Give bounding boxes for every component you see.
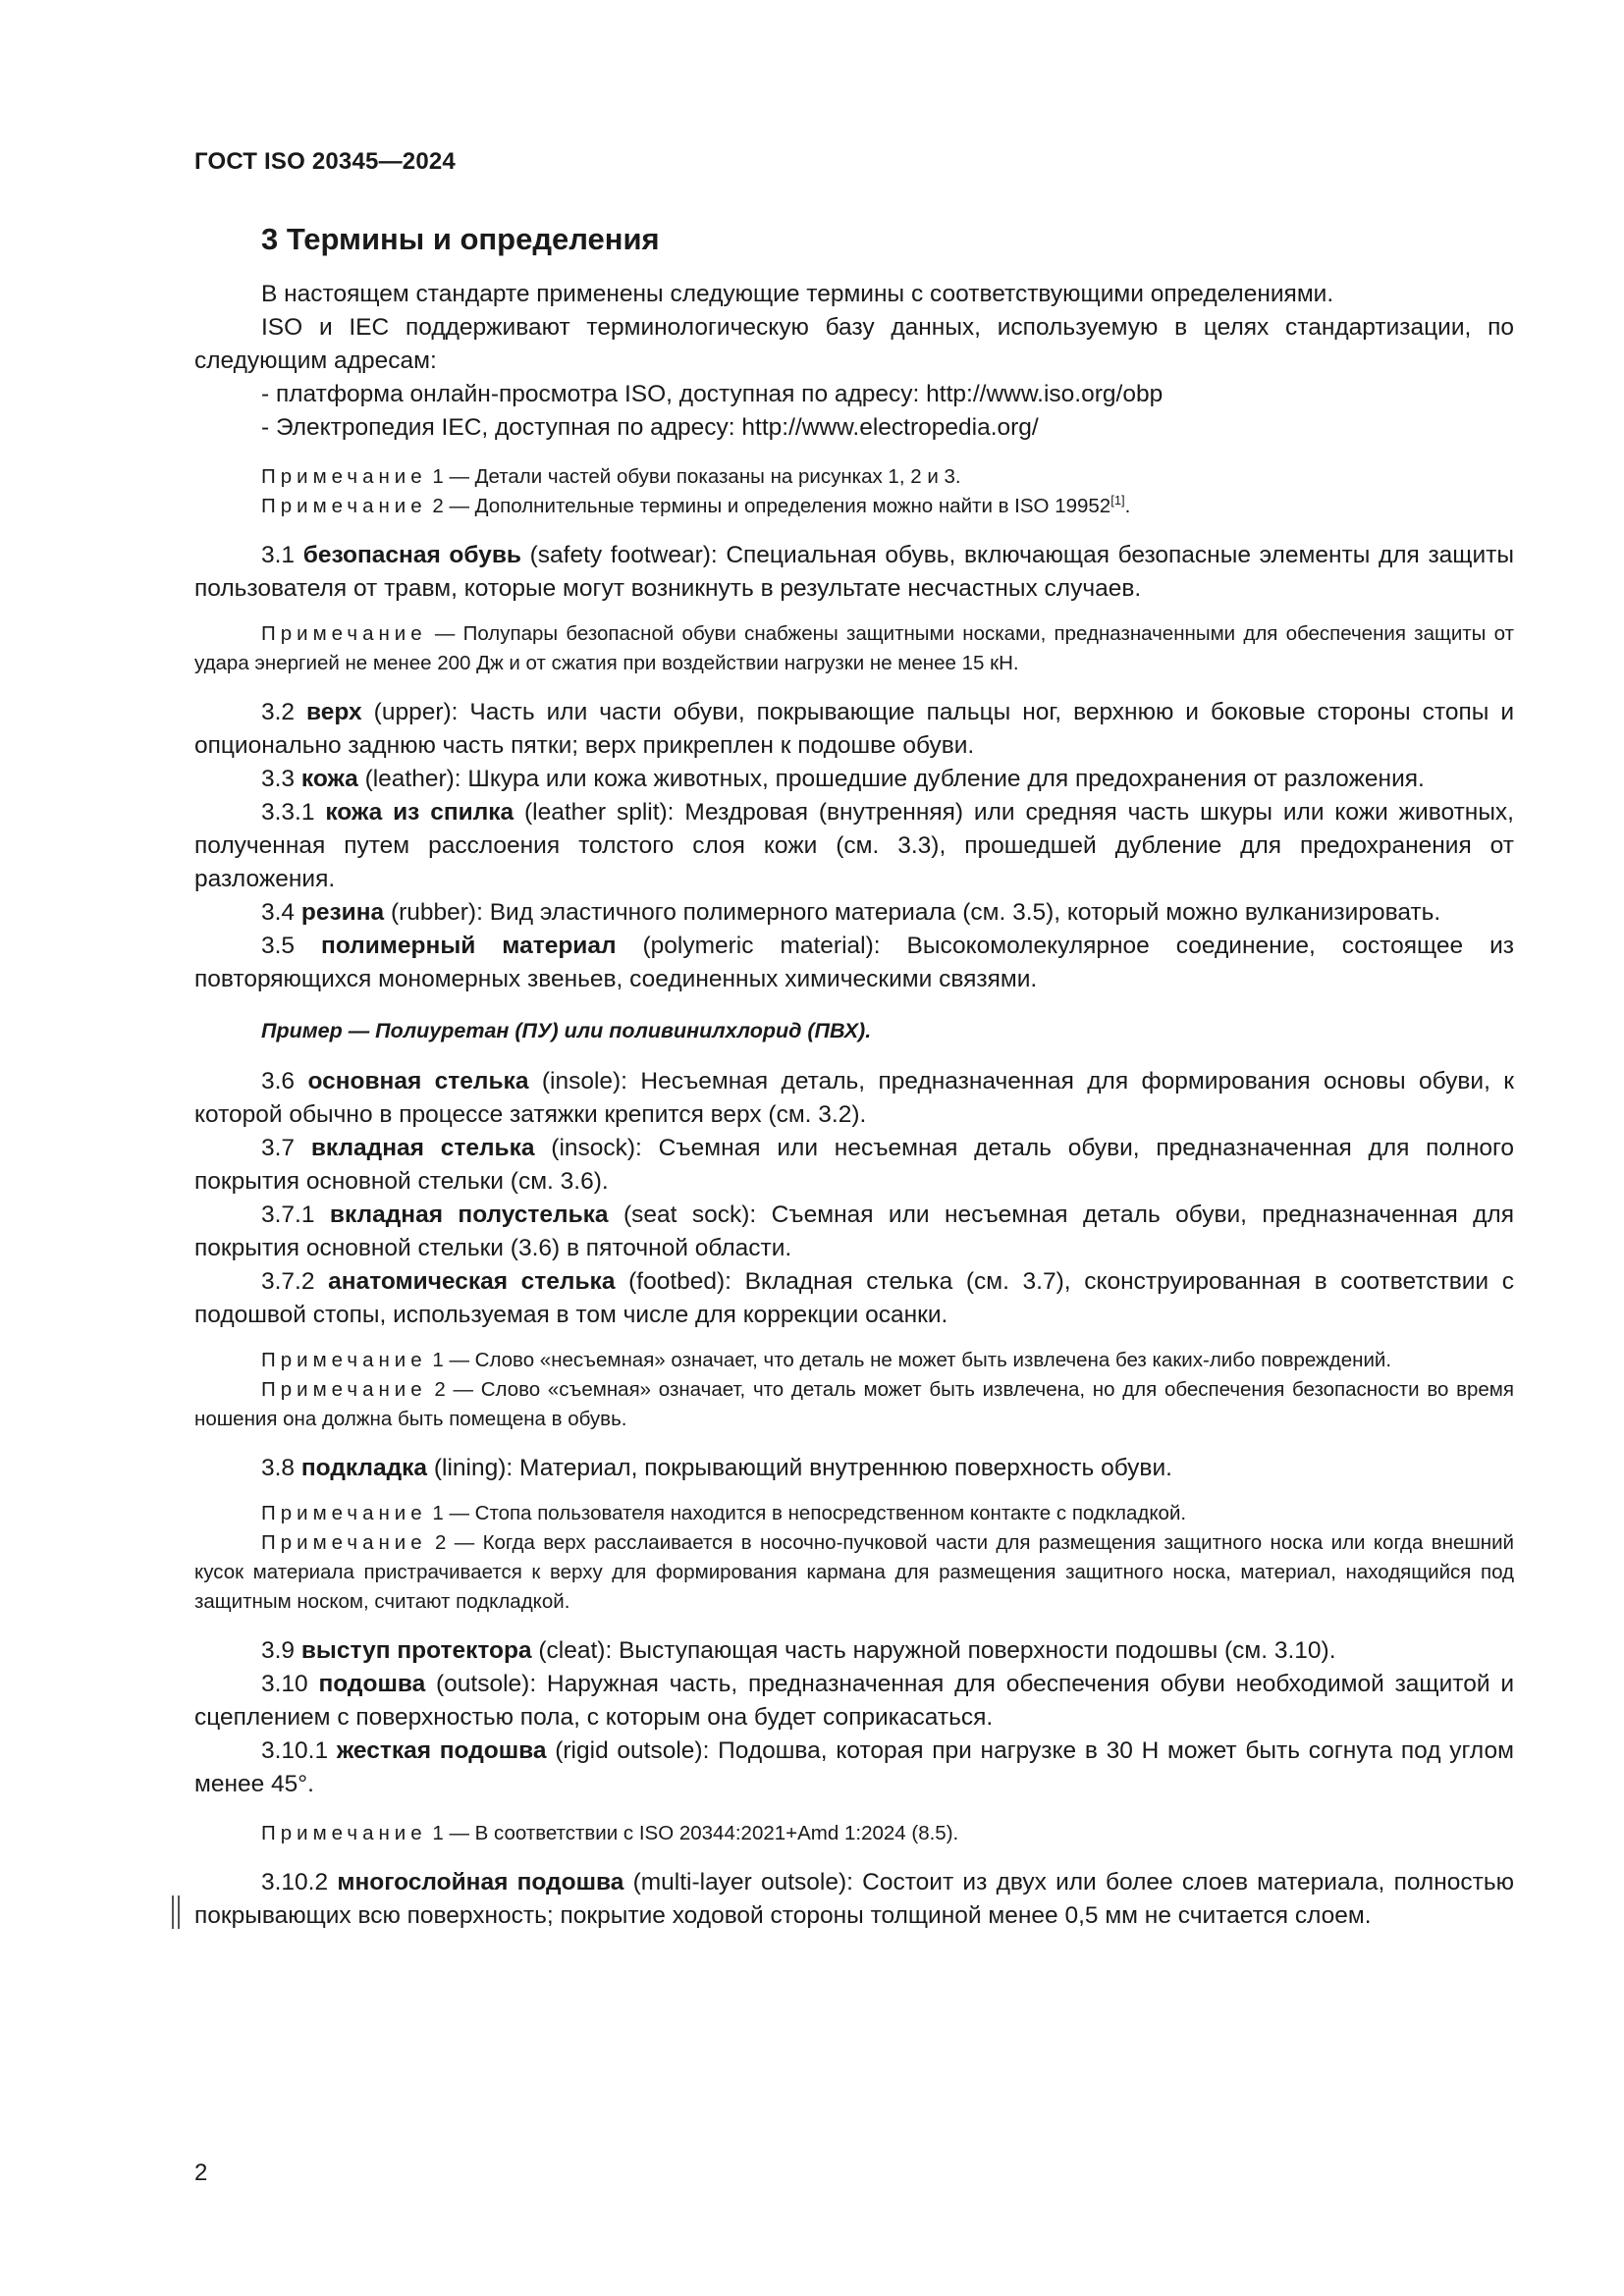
- term-3-8: 3.8 подкладка (lining): Материал, покрывающий внутреннюю поверхность обуви.: [261, 1455, 1172, 1481]
- note: [194, 1528, 1514, 1617]
- term-name: подкладка: [300, 1455, 428, 1481]
- note: [194, 1375, 1514, 1434]
- change-bar-marker: [172, 1896, 180, 1929]
- term-name: основная стелька: [307, 1068, 529, 1095]
- note-text: 1 — Слово «несъемная» означает, что деталь не может быть извлечена без каких-либо повреждений.: [426, 1349, 1392, 1371]
- term-name: верх: [306, 699, 362, 725]
- term-3-3-1: 3.3.1 кожа из спилка (leather split): Мездровая (внутренняя) или средняя часть шкуры или кожи животных, полученная путем расслоения толстого слоя кожи (см. 3.3), прошедшей дубление для предохранения от разложения.: [194, 799, 1514, 892]
- section-title: 3 Термины и определения: [261, 222, 660, 256]
- note-text: 1 — Детали частей обуви показаны на рисунках 1, 2 и 3.: [426, 465, 961, 488]
- page-content: [194, 221, 1514, 1933]
- note: [194, 1819, 1514, 1848]
- term-name: подошва: [318, 1671, 426, 1697]
- term-3-1: 3.1 безопасная обувь (safety footwear): Специальная обувь, включающая безопасные элементы для защиты пользователя от травм, которые могут возникнуть в результате несчастных случаев.: [194, 542, 1514, 602]
- term-name: кожа: [300, 766, 358, 792]
- note-label: Примечание: [261, 1502, 427, 1524]
- note-text: — Полупары безопасной обуви снабжены защитными носками, предназначенными для обеспечения защиты от удара энергией не менее 200 Дж и от сжатия при воздействии нагрузки не менее 15 кН.: [194, 622, 1514, 674]
- note-label: Примечание: [261, 495, 427, 517]
- note-text: .: [1124, 495, 1131, 517]
- term-name: кожа из спилка: [325, 799, 514, 826]
- note-label: Примечание: [261, 622, 427, 645]
- term-name: полимерный материал: [321, 933, 617, 959]
- list-item: - Электропедия IEC, доступная по адресу: http://www.electropedia.org/: [261, 414, 1039, 441]
- address-list: [194, 378, 1514, 445]
- term-name: вкладная полустелька: [329, 1201, 609, 1228]
- term-name: вкладная стелька: [310, 1135, 535, 1161]
- note: [194, 492, 1514, 521]
- note-text: 2 — Дополнительные термины и определения можно найти в ISO 19952: [426, 495, 1111, 517]
- term-3-4: 3.4 резина (rubber): Вид эластичного полимерного материала (см. 3.5), который можно вулканизировать.: [261, 899, 1441, 926]
- reference-mark: [1]: [1110, 493, 1125, 508]
- note-text: 2 — Слово «съемная» означает, что деталь может быть извлечена, но для обеспечения безопасности во время ношения она должна быть помещена в обувь.: [194, 1378, 1514, 1430]
- note: [194, 619, 1514, 678]
- term-name: выступ протектора: [300, 1637, 532, 1664]
- term-3-6: 3.6 основная стелька (insole): Несъемная деталь, предназначенная для формирования основы обуви, к которой обычно в процессе затяжки крепится верх (см. 3.2).: [194, 1068, 1514, 1128]
- note: [194, 462, 1514, 492]
- intro-paragraph: ISO и IEC поддерживают терминологическую базу данных, используемую в целях стандартизации, по следующим адресам:: [194, 314, 1514, 374]
- term-name: резина: [300, 899, 385, 926]
- note: [194, 1499, 1514, 1528]
- term-3-7: 3.7 вкладная стелька (insock): Съемная или несъемная деталь обуви, предназначенная для полного покрытия основной стельки (см. 3.6).: [194, 1135, 1514, 1195]
- term-name: анатомическая стелька: [328, 1268, 616, 1295]
- term-3-7-2: 3.7.2 анатомическая стелька (footbed): Вкладная стелька (см. 3.7), сконструированная в соответствии с подошвой стопы, используемая в том числе для коррекции осанки.: [194, 1268, 1514, 1328]
- note-label: Примечание: [261, 1822, 427, 1844]
- term-3-10-1: 3.10.1 жесткая подошва (rigid outsole): Подошва, которая при нагрузке в 30 Н может быть согнута под углом менее 45°.: [194, 1737, 1514, 1797]
- note-label: Примечание: [261, 1531, 427, 1554]
- note-label: Примечание: [261, 1349, 427, 1371]
- term-name: многослойная подошва: [337, 1869, 624, 1896]
- note-text: 2 — Когда верх расслаивается в носочно-пучковой части для размещения защитного носка или когда внешний кусок материала пристрачивается к верху для формирования кармана для размещения защитного носка, материал, находящийся под защитным носком, считают подкладкой.: [194, 1531, 1514, 1613]
- note-label: Примечание: [261, 465, 427, 488]
- example: Пример — Полиуретан (ПУ) или поливинилхлорид (ПВХ).: [261, 1019, 872, 1042]
- intro-paragraph: В настоящем стандарте применены следующие термины с соответствующими определениями.: [261, 281, 1334, 307]
- note: [194, 1346, 1514, 1375]
- term-3-2: 3.2 верх (upper): Часть или части обуви, покрывающие пальцы ног, верхнюю и боковые стороны стопы и опционально заднюю часть пятки; верх прикреплен к подошве обуви.: [194, 699, 1515, 759]
- document-header: ГОСТ ISO 20345—2024: [194, 148, 456, 175]
- note-label: Примечание: [261, 1378, 427, 1401]
- term-name: жесткая подошва: [336, 1737, 547, 1764]
- term-3-5: 3.5 полимерный материал (polymeric material): Высокомолекулярное соединение, состоящее из повторяющихся мономерных звеньев, соединенных химическими связями.: [194, 933, 1514, 992]
- term-3-10: 3.10 подошва (outsole): Наружная часть, предназначенная для обеспечения обуви необходимой защитой и сцеплением с поверхностью пола, с которым она будет соприкасаться.: [194, 1671, 1515, 1731]
- term-3-7-1: 3.7.1 вкладная полустелька (seat sock): Съемная или несъемная деталь обуви, предназначенная для покрытия основной стельки (3.6) в пяточной области.: [194, 1201, 1514, 1261]
- term-3-3: 3.3 кожа (leather): Шкура или кожа животных, прошедшие дубление для предохранения от разложения.: [261, 766, 1425, 792]
- note-text: 1 — В соответствии с ISO 20344:2021+Amd 1:2024 (8.5).: [426, 1822, 959, 1844]
- note-text: 1 — Стопа пользователя находится в непосредственном контакте с подкладкой.: [426, 1502, 1187, 1524]
- page-number: 2: [194, 2160, 208, 2186]
- term-3-10-2: 3.10.2 многослойная подошва (multi-layer outsole): Состоит из двух или более слоев материала, полностью покрывающих всю поверхность; покрытие ходовой стороны толщиной менее 0,5 мм не считается слоем.: [194, 1869, 1514, 1929]
- term-name: безопасная обувь: [302, 542, 521, 568]
- list-item: - платформа онлайн-просмотра ISO, доступная по адресу: http://www.iso.org/obp: [261, 381, 1164, 407]
- term-3-9: 3.9 выступ протектора (cleat): Выступающая часть наружной поверхности подошвы (см. 3.10).: [261, 1637, 1336, 1664]
